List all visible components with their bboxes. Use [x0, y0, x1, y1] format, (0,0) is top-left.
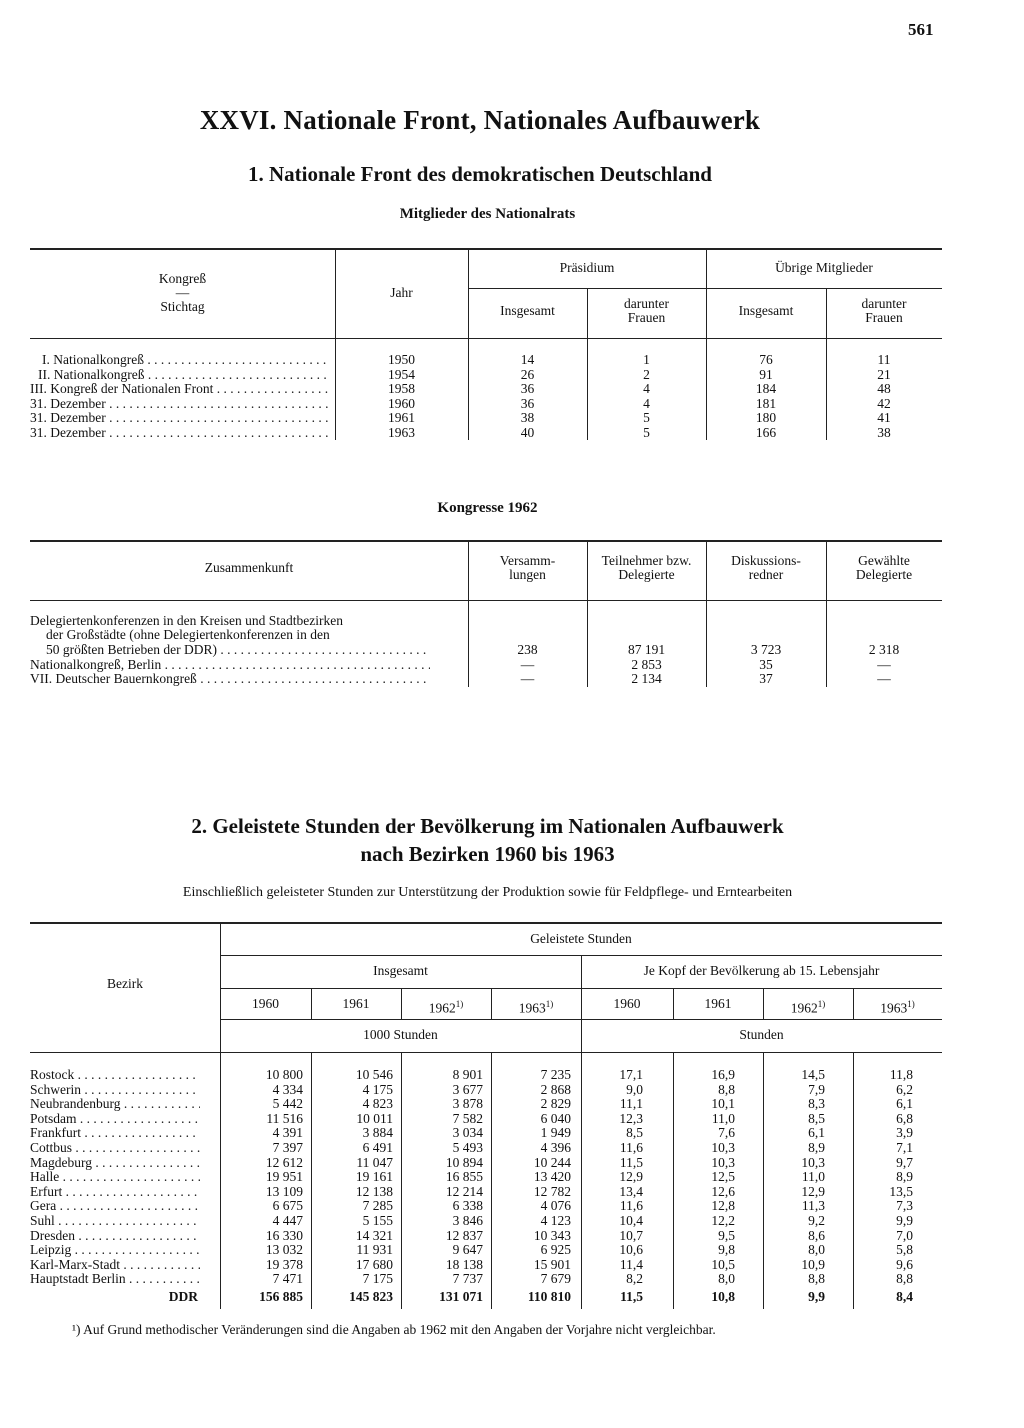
table-cell: 2 134 — [631, 671, 662, 687]
table-cell: 4 175 — [362, 1081, 393, 1097]
table-cell: 7,6 — [718, 1125, 735, 1141]
table-row-label: Schwerin . . . — [30, 1083, 200, 1098]
table-cell: 9,0 — [626, 1081, 643, 1097]
table-cell: 4 447 — [272, 1213, 303, 1228]
table-cell: 8,9 — [808, 1140, 825, 1155]
header-gewaehlte: Gewählte — [858, 553, 910, 568]
table-cell: 5,8 — [896, 1242, 913, 1258]
table-cell: 6 491 — [362, 1140, 393, 1155]
table-row-label: Nationalkongreß, Berlin . . . — [30, 658, 430, 673]
table-cell: 2 853 — [631, 656, 662, 672]
table-cell: 1958 — [388, 381, 415, 397]
header-insgesamt: Insgesamt — [373, 963, 428, 978]
table-cell: 11,0 — [801, 1169, 825, 1185]
table-cell: 1 — [643, 352, 650, 367]
table-cell: 13,5 — [889, 1183, 913, 1199]
table-row-label: Halle . . . — [30, 1170, 200, 1185]
table-cell: 18 138 — [445, 1256, 483, 1272]
table-cell: 5 493 — [452, 1140, 483, 1155]
section2-title-line1: 2. Geleistete Stunden der Bevölkerung im Nationalen Aufbauwerk — [191, 814, 784, 838]
table-cell: 12 214 — [445, 1183, 483, 1199]
table-cell: 5 442 — [272, 1096, 303, 1112]
header-bezirk: Bezirk — [107, 976, 143, 991]
table-cell: 7,1 — [896, 1140, 913, 1155]
table-cell: 10,3 — [801, 1154, 825, 1170]
table-cell: 13 109 — [265, 1183, 303, 1199]
header-kongress: Kongreß — [158, 271, 207, 286]
table1-title: Mitglieder des Nationalrats — [399, 206, 576, 222]
table-cell: 7 285 — [362, 1198, 393, 1214]
table-cell: 10,9 — [801, 1256, 825, 1272]
header-diskussionsredner: Diskussions- — [731, 553, 801, 568]
table-cell: 11,6 — [619, 1198, 643, 1214]
table-row-label: VII. Deutscher Bauernkongreß . . . — [30, 672, 430, 687]
table-cell: 19 378 — [265, 1256, 303, 1272]
table-cell: 9,9 — [896, 1213, 913, 1228]
table-cell: 4 823 — [362, 1096, 393, 1112]
table-cell: 10,3 — [711, 1140, 735, 1155]
table-cell: 12 782 — [533, 1183, 571, 1199]
table-cell: 7 397 — [272, 1140, 303, 1155]
table-cell: 180 — [755, 410, 777, 426]
header-year: 1960 — [613, 996, 641, 1011]
table-row-label: 50 größten Betrieben der DDR) . . . — [30, 643, 430, 658]
footnote-mark: 1) — [907, 999, 915, 1009]
table-cell: 7 582 — [452, 1110, 483, 1126]
header-frauen: Frauen — [865, 310, 903, 325]
table-cell: 10 894 — [445, 1154, 483, 1170]
table-cell: 8,5 — [808, 1110, 825, 1126]
section2-title-line2: nach Bezirken 1960 bis 1963 — [360, 842, 615, 866]
table-cell: 87 191 — [627, 642, 666, 657]
table-cell: 9,8 — [718, 1242, 735, 1258]
header-year: 1960 — [252, 996, 279, 1011]
table-cell: 9,7 — [896, 1154, 913, 1170]
header-jahr: Jahr — [390, 285, 413, 300]
table-cell: 11,3 — [801, 1198, 825, 1214]
chapter-title: XXVI. Nationale Front, Nationales Aufbauwerk — [199, 105, 761, 135]
table-cell: 19 161 — [355, 1169, 393, 1185]
total-cell: 9,9 — [808, 1289, 825, 1304]
table-cell: 5 — [643, 410, 650, 426]
table-cell: 10,5 — [711, 1256, 735, 1272]
header-year: 1963$^{1)}$ — [518, 999, 554, 1016]
table-cell: 8,3 — [808, 1096, 825, 1112]
table-cell: 12 837 — [445, 1227, 483, 1243]
header-year: 1961 — [704, 996, 732, 1011]
table-cell: 6 338 — [452, 1198, 483, 1214]
table-cell: 12 138 — [355, 1183, 393, 1199]
table-row-label: III. Kongreß der Nationalen Front . . . — [30, 382, 330, 397]
table-cell: 14 — [520, 352, 535, 367]
table-cell: 7,3 — [896, 1198, 913, 1214]
total-cell: 156 885 — [259, 1289, 303, 1304]
footnote-mark: 1) — [455, 999, 464, 1009]
table-cell: 3 677 — [452, 1081, 483, 1097]
table-cell: 4 076 — [540, 1198, 571, 1214]
unit-stunden: Stunden — [739, 1027, 784, 1042]
table-cell: 4 334 — [272, 1081, 303, 1097]
table-cell: 12 612 — [265, 1154, 303, 1170]
table-cell: 6,2 — [896, 1081, 913, 1097]
table-cell: 9,6 — [896, 1256, 913, 1272]
header-year: 1962$^{1)}$ — [790, 999, 826, 1016]
table-cell: 5 155 — [362, 1213, 393, 1228]
table-row-label: Potsdam . . . — [30, 1112, 200, 1127]
table-cell: 16,9 — [711, 1067, 735, 1082]
table-cell: 13,4 — [619, 1183, 643, 1199]
table-cell: 9 647 — [452, 1242, 483, 1258]
table-cell: 14 321 — [355, 1227, 393, 1243]
table-cell: 4 396 — [540, 1140, 571, 1155]
table-cell: 238 — [517, 642, 538, 657]
table-cell: 6 925 — [540, 1242, 571, 1258]
table-cell: 16 330 — [265, 1227, 303, 1243]
table-cell: 10,4 — [619, 1213, 643, 1228]
table-cell: 13 032 — [265, 1242, 303, 1258]
header-teilnehmer-2: Delegierte — [618, 567, 675, 582]
page-number: 561 — [908, 20, 934, 39]
table-cell: 11 931 — [356, 1242, 393, 1258]
table-cell: 7 471 — [272, 1271, 303, 1287]
table-cell: 42 — [877, 395, 891, 411]
header-versammlungen: Versamm- — [499, 553, 556, 568]
table-row-label: Neubrandenburg . . . — [30, 1097, 200, 1112]
header-teilnehmer: Teilnehmer bzw. — [601, 553, 692, 568]
table-cell: 3 034 — [452, 1125, 483, 1141]
table-cell: — — [877, 656, 891, 672]
header-dash: — — [175, 285, 190, 300]
header-geleistete: Geleistete Stunden — [530, 931, 632, 946]
total-cell: 110 810 — [527, 1289, 571, 1304]
table-cell: — — [520, 671, 535, 687]
unit-1000-stunden: 1000 Stunden — [363, 1027, 438, 1042]
table-cell: 41 — [877, 410, 891, 426]
table-cell: 5 — [643, 425, 650, 440]
table2-title: Kongresse 1962 — [437, 500, 538, 516]
table-cell: 91 — [759, 366, 773, 382]
table-cell: 12,5 — [711, 1169, 735, 1185]
table-cell: 35 — [759, 656, 773, 672]
table-cell: 17 680 — [355, 1256, 393, 1272]
header-year: 1963$^{1)}$ — [880, 999, 915, 1016]
table-cell: 11,8 — [889, 1067, 913, 1082]
table-row-label: II. Nationalkongreß . . . — [30, 368, 330, 383]
table-cell: — — [877, 671, 891, 687]
table-cell: 15 901 — [533, 1256, 571, 1272]
table-cell: 1960 — [388, 395, 415, 411]
table-cell: 9,2 — [808, 1213, 825, 1228]
table-cell: 8,6 — [808, 1227, 825, 1243]
header-year: 1961 — [342, 996, 370, 1011]
table-cell: 11 516 — [266, 1110, 303, 1126]
table-cell: 3 846 — [452, 1213, 483, 1228]
header-stichtag: Stichtag — [160, 299, 205, 314]
table-row-label: I. Nationalkongreß . . . — [30, 353, 330, 368]
table-cell: 6,8 — [896, 1110, 913, 1126]
header-frauen: Frauen — [627, 310, 666, 325]
table-cell: 14,5 — [801, 1067, 825, 1082]
row-label-line2: der Großstädte (ohne Delegiertenkonferenzen in den — [46, 627, 330, 642]
header-praesidium: Präsidium — [559, 260, 615, 275]
table-cell: 7 737 — [452, 1271, 483, 1287]
table-cell: 181 — [755, 395, 777, 411]
table-row-label: 31. Dezember . . . — [30, 397, 330, 412]
table-cell: 8,0 — [808, 1242, 825, 1258]
table-cell: 8,8 — [808, 1271, 825, 1287]
table-cell: 4 391 — [272, 1125, 303, 1141]
table-cell: 9,5 — [718, 1227, 735, 1243]
row-label-line1: Delegiertenkonferenzen in den Kreisen und Stadtbezirken — [30, 613, 343, 628]
table-cell: 6 040 — [540, 1110, 571, 1126]
header-diskussionsredner-2: redner — [748, 567, 784, 582]
table-row-label: 31. Dezember . . . — [30, 426, 330, 441]
table-row-label: Magdeburg . . . — [30, 1156, 200, 1171]
header-insgesamt: Insgesamt — [738, 303, 794, 318]
table-row-label: Gera . . . — [30, 1199, 200, 1214]
table-cell: 40 — [520, 425, 535, 440]
total-cell: 11,5 — [620, 1289, 643, 1304]
table-cell: 1 949 — [540, 1125, 571, 1141]
table-cell: 166 — [755, 425, 777, 440]
table-cell: 8,5 — [626, 1125, 643, 1141]
total-cell: 10,8 — [711, 1289, 735, 1304]
table-cell: 12,9 — [801, 1183, 825, 1199]
table-cell: 36 — [520, 381, 535, 397]
table-cell: 8,0 — [718, 1271, 735, 1287]
table-cell: 2 — [643, 366, 650, 382]
table-row-label: Frankfurt . . . — [30, 1126, 200, 1141]
table-row-label: Hauptstadt Berlin . . . — [30, 1272, 200, 1287]
table-cell: 12,9 — [619, 1169, 643, 1185]
header-zusammenkunft: Zusammenkunft — [204, 560, 294, 575]
section2-subtitle: Einschließlich geleisteter Stunden zur Unterstützung der Produktion sowie für Feldpflege- und Erntearbeiten — [182, 885, 793, 900]
table-cell: 48 — [877, 381, 891, 397]
total-cell: 131 071 — [439, 1289, 483, 1304]
table-cell: 10 800 — [265, 1067, 303, 1082]
table-cell: 11,1 — [619, 1096, 643, 1112]
table-cell: 3 878 — [452, 1096, 483, 1112]
table-cell: 11 — [877, 352, 891, 367]
table-cell: 37 — [759, 671, 773, 687]
table-cell: 7 235 — [540, 1067, 571, 1082]
header-gewaehlte-2: Delegierte — [855, 567, 913, 582]
table-cell: 7 679 — [540, 1271, 571, 1287]
table-row-label: Cottbus . . . — [30, 1141, 200, 1156]
table-cell: 6,1 — [896, 1096, 913, 1112]
table-cell: 11,5 — [619, 1154, 643, 1170]
table-cell: 76 — [759, 352, 773, 367]
table-cell: 10 546 — [355, 1067, 393, 1082]
table-cell: 13 420 — [533, 1169, 571, 1185]
table-cell: 7 175 — [362, 1271, 393, 1287]
table-cell: 4 — [643, 395, 650, 411]
total-cell: 8,4 — [896, 1289, 913, 1304]
table-cell: 12,6 — [711, 1183, 735, 1199]
table-cell: 19 951 — [265, 1169, 303, 1185]
header-darunter: darunter — [861, 296, 907, 311]
table-cell: 184 — [755, 381, 777, 397]
table-cell: 10 244 — [533, 1154, 571, 1170]
table-cell: 38 — [520, 410, 535, 426]
table-row-label: Leipzig . . . — [30, 1243, 200, 1258]
table-row-label: Dresden . . . — [30, 1229, 200, 1244]
table-cell: 2 829 — [540, 1096, 571, 1112]
table-row-label: Erfurt . . . — [30, 1185, 200, 1200]
table-cell: 4 123 — [540, 1213, 571, 1228]
table-cell: 10 011 — [356, 1110, 393, 1126]
footnote-mark: 1) — [817, 999, 826, 1009]
header-je-kopf: Je Kopf der Bevölkerung ab 15. Lebensjahr — [643, 963, 880, 978]
table-cell: 12,8 — [711, 1198, 735, 1214]
table-cell: 3,9 — [896, 1125, 913, 1141]
table-cell: 8,8 — [718, 1081, 735, 1097]
table-cell: 4 — [643, 381, 650, 397]
table-cell: 10,7 — [619, 1227, 643, 1243]
header-versammlungen-2: lungen — [509, 567, 546, 582]
table-cell: 1961 — [388, 410, 415, 426]
table-cell: 11,0 — [711, 1110, 735, 1126]
table-row-label: Suhl . . . — [30, 1214, 200, 1229]
table-cell: 8,8 — [896, 1271, 913, 1287]
table-cell: 7,0 — [896, 1227, 913, 1243]
table-cell: 11,4 — [619, 1256, 643, 1272]
table-cell: 12,3 — [619, 1110, 643, 1126]
table-cell: 38 — [877, 425, 891, 440]
table-cell: 11 047 — [356, 1154, 393, 1170]
table-cell: 1963 — [388, 425, 415, 440]
header-darunter: darunter — [624, 296, 669, 311]
table-row-label: 31. Dezember . . . — [30, 411, 330, 426]
header-year: 1962$^{1)}$ — [428, 999, 464, 1016]
total-cell: 145 823 — [349, 1289, 393, 1304]
table-cell: 6,1 — [808, 1125, 825, 1141]
table-cell: 7,9 — [808, 1081, 825, 1097]
table-cell: 10,3 — [711, 1154, 735, 1170]
table-cell: — — [520, 656, 535, 672]
footnote: ¹) Auf Grund methodischer Veränderungen sind die Angaben ab 1962 mit den Angaben der Vorjahre nicht vergleichbar. — [72, 1322, 716, 1337]
table-row-label: Karl-Marx-Stadt . . . — [30, 1258, 200, 1273]
table-cell: 2 868 — [540, 1081, 571, 1097]
header-uebrige: Übrige Mitglieder — [775, 260, 873, 275]
table-cell: 6 675 — [272, 1198, 303, 1214]
table-row-label: Rostock . . . — [30, 1068, 200, 1083]
table-cell: 10,6 — [619, 1242, 643, 1258]
table-cell: 36 — [520, 395, 535, 411]
table-cell: 10,1 — [711, 1096, 735, 1112]
table-cell: 8,2 — [626, 1271, 643, 1287]
table-cell: 21 — [877, 366, 891, 382]
table-cell: 1950 — [388, 352, 415, 367]
table-cell: 3 884 — [362, 1125, 393, 1141]
total-label: DDR — [168, 1289, 198, 1304]
table-cell: 2 318 — [868, 642, 900, 657]
table-cell: 17,1 — [619, 1067, 643, 1082]
table-cell: 11,6 — [619, 1140, 643, 1155]
table-cell: 8,9 — [896, 1169, 913, 1185]
table-cell: 10 343 — [533, 1227, 571, 1243]
header-insgesamt: Insgesamt — [500, 303, 555, 318]
section1-title: 1. Nationale Front des demokratischen Deutschland — [248, 162, 712, 186]
table-cell: 16 855 — [445, 1169, 483, 1185]
table-cell: 12,2 — [711, 1213, 735, 1228]
table-cell: 3 723 — [750, 642, 782, 657]
table-cell: 1954 — [388, 366, 415, 382]
table-cell: 8 901 — [452, 1067, 483, 1082]
table-cell: 26 — [520, 366, 535, 382]
footnote-mark: 1) — [545, 999, 554, 1009]
